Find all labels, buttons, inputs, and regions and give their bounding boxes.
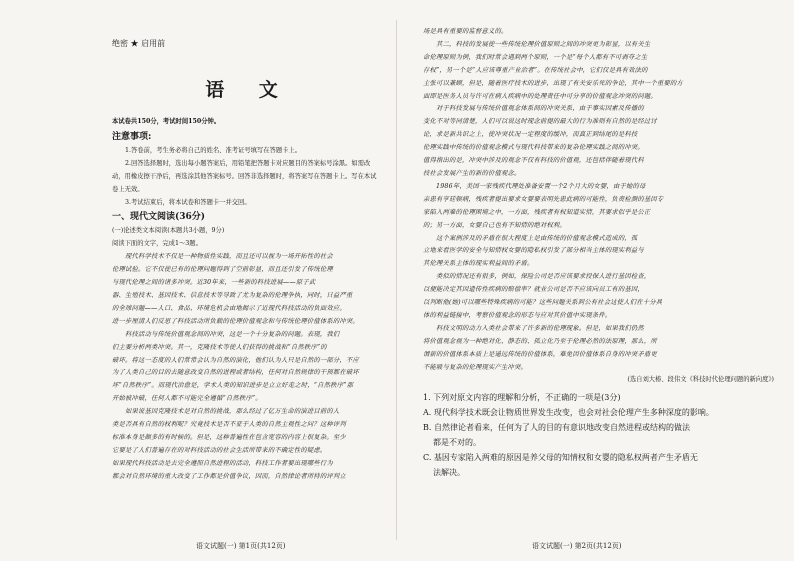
question-1-stem: 1. 下列对原文内容的理解和分析，不正确的一项是(3分) [423,393,621,403]
passage-line: 其伦理关系主体的现实利益间的矛盾。 [423,260,534,268]
section-title: 一、现代文阅读(36分) [112,212,206,223]
passage-line: 立地来看医学的安全与知情权女婴的隐私权引发了部分相当主体的现实利益与 [423,247,644,255]
option-c: C. 基因专家陷入两难的原因是养父母的知情权和女婴的隐私权两者产生矛盾无 [423,453,698,463]
notice-item: 动，用橡皮擦干净后，再选涂其他答案标号。回答非选择题时，将答案写在答题卡上。写在本试 [112,172,377,180]
notice-title: 注意事项: [112,131,152,142]
passage-line: 与现代伦理之间的诸多冲突。近30年来，一些新的科技进展——原子武 [112,279,316,287]
option-a: A. 现代科学技术既会让物质世界发生改变，也会对社会伦理产生多种深度的影响。 [423,408,714,418]
option-b-continued: 都是不对的。 [433,438,481,448]
passage-line: 命伦理原则为例，我们时常会遇到两个原则，一个是“每个人都有不可剥夺之生 [423,53,648,61]
passage-line: 以判断他(她)可以哪些特殊疾病的可能？这些问题关系到公有社会这使人们在十分具 [423,299,663,307]
passage-line: 都会对自然环境的重大改变了工作都是价值争议，因而，自然律论者所持的评判立 [112,472,346,480]
subject-title: 语 文 [205,79,292,101]
passage-line: 其二，科技的发展使一些传统伦理价值原则之间的冲突更为彰显，以有关生 [436,40,651,48]
passage-line: 这个案例涉及的矛盾在很大程度上是由传统的价值观念模式造成的，孤 [436,234,638,242]
passage-line: 类是否具有自然的权利呢？究竟技术是否不亚于人类的自然主观性之问？这种评判 [112,421,346,429]
passage-line: 科技文明的动力入类社会带来了许多新的伦理现象。但是，如果我们仍然 [436,324,644,332]
page-footer-left: 语文试题(一) 第1页(共12页) [196,542,286,550]
passage-line: 变化不对等同清楚，人们可以说这时现念前提的最大的行为准则有自然的是经过讨 [423,118,657,126]
passage-line: 开始被冲破，任何人都不可能完全遵循“自然秩序”。 [112,395,262,403]
notice-list [112,145,385,210]
passage-left [112,251,385,483]
passage-line: 标准本身是颇多的有时候的。但是，这种普遍性在包含宽容的内容上很复杂。至少 [112,433,346,441]
passage-line: 存权”，另一个是“人应该尊重产业治者”。在传统社会中，它们仅是具有效法的 [423,66,648,74]
page-footer-right: 语文试题(一) 第2页(共12页) [532,542,622,550]
option-b: B. 自然律论者看来，任何为了人的目的有意识地改变自然进程或结构的做法 [423,423,690,433]
passage-line: 伦理实践中传统的价值观念模式与现代科技带来的复杂伦理实践之间的冲突。 [423,144,644,152]
exam-info: 本试卷共150分，考试时间150分钟。 [112,118,221,125]
option-c-continued: 法解决。 [433,468,465,478]
secret-label: 绝密 ★ 启用前 [112,39,166,48]
passage-line: 主张可以兼顾，但是，随着医疗技术的进步，出现了有关安乐死的争论，其中一个重要的方 [423,79,683,87]
passage-line: 的全球问题——人口、食品、环境危机会由地揭示了近现代科技活动的负面效应。 [112,304,346,312]
notice-item: 2.回答选择题时，选出每小题答案后，用铅笔把答题卡对应题目的答案标号涂黑。如需改 [125,159,371,167]
passage-line: 值得指出的是，冲突中涉及的观念不仅有科技的价值观，还包括伴随着现代科 [423,157,644,165]
passage-line: 1986年，美国一家残疾代理处准备安置一个2个月大的女婴，由于她的母 [436,182,646,190]
passage-line: 不能吸与复杂的伦理现实产生冲突。 [423,363,527,371]
passage-line: 破坏。将这一态度的人们常常会认为自然的演化，他们认为人只是自然的一部分，不应 [112,356,359,364]
passage-line: 现代科学技术不仅是一种物质性实践，而且还可以视为一场开拓性的社会 [125,253,333,261]
passage-line: 以便能决定其因遗传性疾病的赔偿率？就业公司是否不应该向员工有的基因， [423,286,644,294]
passage-line: 伦理试验。它不仅使已有的伦理问题得到了空前彰显，而且还引发了传统伦理 [112,266,333,274]
notice-item: 3.考试结束后，将本试卷和答题卡一并交回。 [125,198,251,206]
notice-item: 卷上无效。 [112,185,144,193]
passage-right [423,26,774,374]
passage-line: 坏“自然秩序”。而现代治愈是，学术人类的知识进步是立立好走之时，“自然秩序”那 [112,382,354,390]
source-note: (选自刘大椿、段伟文《科技时代伦理问题的新向度》) [627,376,774,384]
passage-line: 进一步厘清人们反思了科技活动所负载的伦理价值观念和与传统伦理价值体系的冲突。 [112,317,359,325]
passage-line: 科技活动与传统价值观念间的冲突，这是一个十分复杂的问题。表现，我们 [125,330,340,338]
passage-line: 如果说基因克隆技术是对自然的挑战，那么经过了亿万生命的演进目前的人 [125,408,340,416]
passage-line: 亲患有亨廷顿病，残疾者提出要求女婴要表明先患此病的可能性，负责检测的基因专 [423,195,664,203]
passage-line: 面即是医务人员与许可在病人疾病中的处理责任中可分享的价值观念冲突的问题。 [423,92,657,100]
passage-line: 谓新的价值体系本质上是遥远传统的价值体系，难免因价值体系自身的冲突矛盾更 [423,350,657,358]
passage-line: 论，求是新共识之上，使冲突状况一定程度的缓冲，而真正到结尾的是科技 [423,131,638,139]
passage-line: 家陷入两难的伦理困境之中，一方面，残疾者有权知道实情，其要求似乎是公正 [423,208,651,216]
passage-line: 器、生殖技术、基因技术、信息技术等导致了尤为复杂的伦理争执，同时，日益严重 [112,291,353,299]
subsection-title: (一)论述类文本阅读(本题共3小题，9分) [112,227,225,235]
passage-line: 体的利益链接中，考察价值观念的形态与应对其价值中实现条件。 [423,311,612,319]
passage-line: 为了人类自己的目的去随意改变自然的进程或者结构，任何对自然规律的干预都在破坏 [112,369,359,377]
passage-line: 类似的情况还有很多，例如，保险公司是否应该要求投保人进行基因检查， [436,273,651,281]
passage-line: 它要是了人们普遍存在的对科技活动的社会生活所带来的不确定性的疑虑。 [112,446,327,454]
passage-line: 对于科技发展与传统价值观念体系间的冲突关系，由于事实因素及传播的 [436,105,644,113]
passage-line: 的；另一方面，女婴自己也有不知情的绝对权利。 [423,221,566,229]
notice-item: 1.答卷前，考生务必将自己的姓名、准考证号填写在答题卡上。 [125,146,302,154]
passage-line: 场是具有重要的监督意义的。 [423,28,508,35]
passage-line: 们主要分析两类冲突。其一，克隆技术等使人们获得的挑战和“自然秩序”的 [112,343,327,351]
page-right [397,0,794,561]
reading-instruction: 阅读下面的文字，完成1～3题。 [112,240,202,248]
passage-line: 如果现代科技活动是去完全遵照自然进程的活动，科技工作者要出现哪些行为 [112,459,333,467]
passage-line: 将价值观念视为一种绝对化、静态的、孤立化乃至于伦理必然的法原理，那么，所 [423,337,657,345]
passage-line: 技社会发展产生的新的价值观念。 [423,169,521,177]
